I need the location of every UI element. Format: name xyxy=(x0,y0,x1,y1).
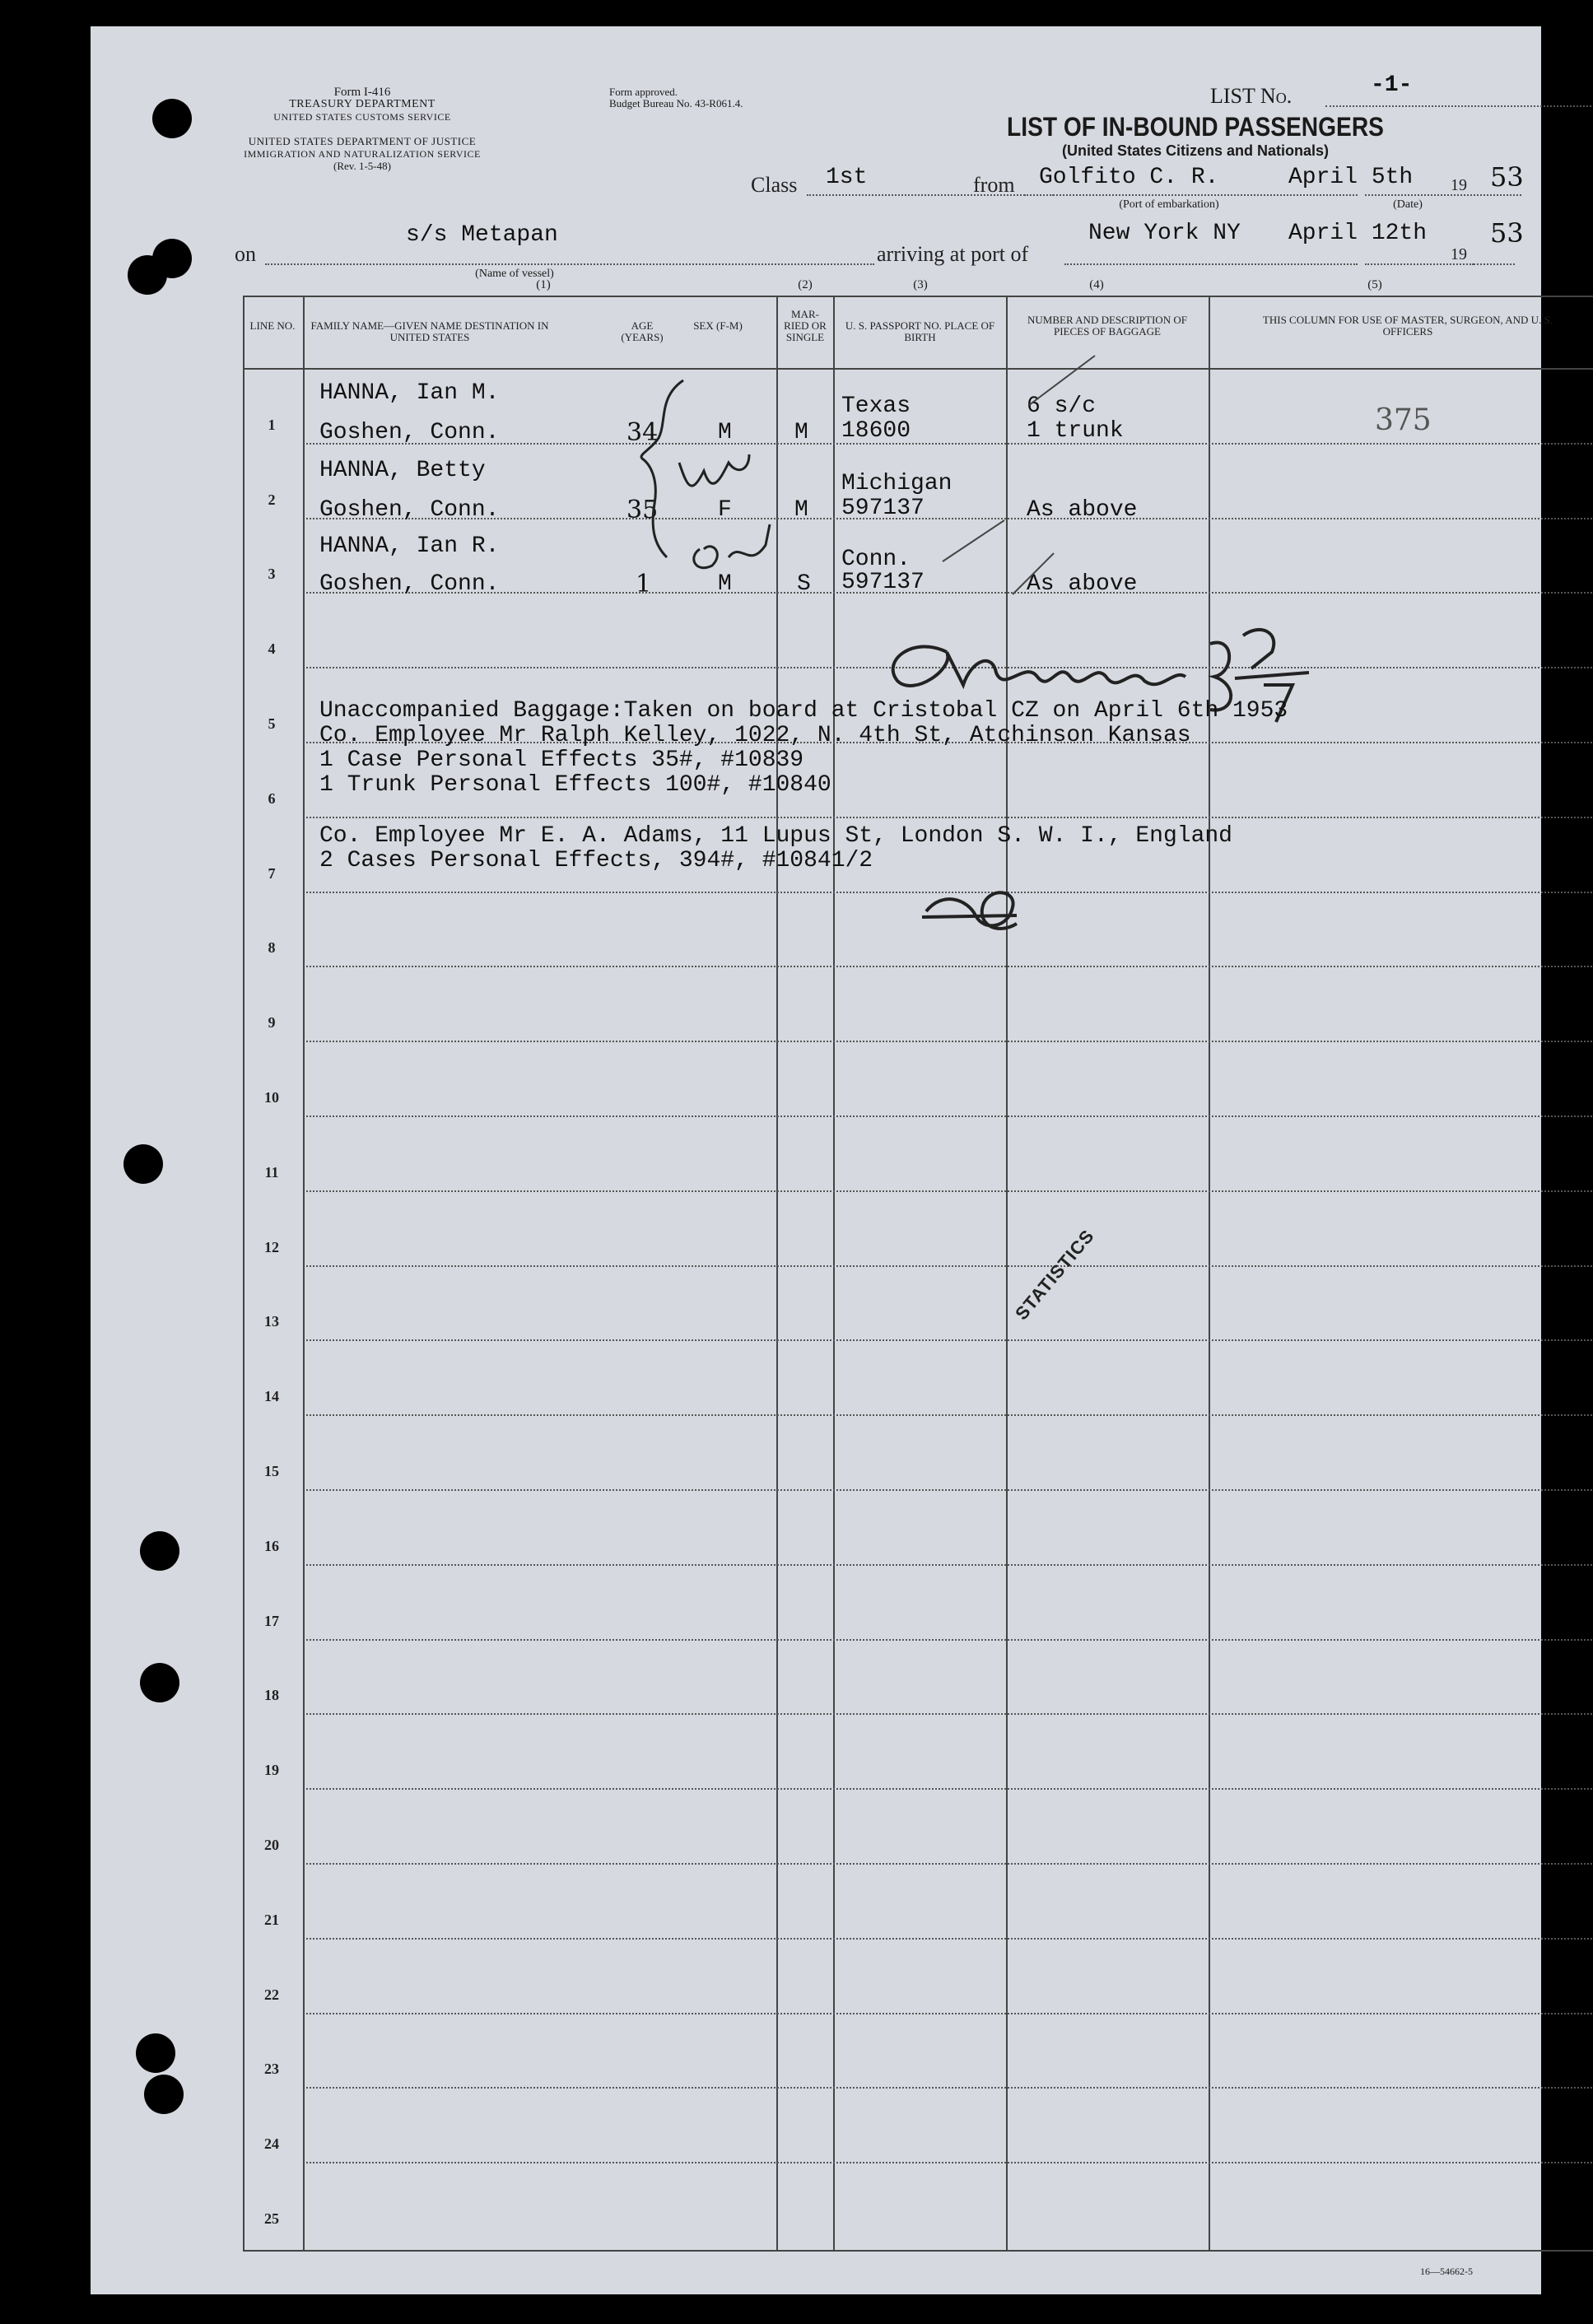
col-num-1: (1) xyxy=(536,278,551,291)
col-header-line: LINE NO. xyxy=(249,319,296,332)
col-header-sex: SEX (F-M) xyxy=(693,319,743,332)
row-number: 24 xyxy=(264,2135,279,2153)
table-header-border xyxy=(243,368,1593,370)
row-rule xyxy=(306,1938,1593,1940)
class-line xyxy=(807,194,1054,196)
date-embark-value: April 5th xyxy=(1288,165,1414,190)
row-number: 5 xyxy=(268,715,276,732)
port-arrival-line xyxy=(1064,263,1358,265)
row-number: 14 xyxy=(264,1388,279,1405)
row-number: 23 xyxy=(264,2061,279,2078)
note-line-2: Co. Employee Mr Ralph Kelley, 1022, N. 4th St, Atchinson Kansas xyxy=(319,723,1191,748)
passenger-2-sex: F xyxy=(718,497,732,523)
row-number: 15 xyxy=(264,1463,279,1479)
col-num-4: (4) xyxy=(1089,278,1104,291)
binder-hole xyxy=(123,1144,163,1184)
row-number: 4 xyxy=(268,640,276,658)
treasury-dept: TREASURY DEPARTMENT xyxy=(289,98,436,110)
row-number: 18 xyxy=(264,1687,279,1704)
date-caption: (Date) xyxy=(1393,198,1423,211)
passenger-1-passport: 18600 xyxy=(841,418,911,444)
passenger-1-name: HANNA, Ian M. xyxy=(319,380,500,406)
vessel-value: s/s Metapan xyxy=(406,222,558,248)
passenger-1-age: 34 xyxy=(626,418,659,447)
passenger-2-baggage: As above xyxy=(1027,497,1138,523)
passenger-2-passport: 597137 xyxy=(841,496,925,521)
row-rule xyxy=(306,2013,1593,2014)
col-header-name: FAMILY NAME—GIVEN NAME DESTINATION IN UNITED STATES xyxy=(310,319,549,343)
row-rule xyxy=(306,1788,1593,1790)
passenger-3-destination: Goshen, Conn. xyxy=(319,571,500,597)
col-header-officers: THIS COLUMN FOR USE OF MASTER, SURGEON, AND U. S. OFFICERS xyxy=(1262,314,1553,338)
row-rule xyxy=(306,1265,1593,1267)
passenger-2-marital: M xyxy=(794,497,808,523)
passenger-3-name: HANNA, Ian R. xyxy=(319,533,500,559)
table-bottom-border xyxy=(243,2250,1593,2252)
col-num-3: (3) xyxy=(913,278,928,291)
row-rule xyxy=(306,1190,1593,1192)
row-number: 2 xyxy=(268,491,276,508)
row-number: 3 xyxy=(268,566,276,583)
row-number: 1 xyxy=(268,416,276,433)
from-label: from xyxy=(973,173,1015,197)
row-number: 25 xyxy=(264,2210,279,2227)
form-title: LIST OF IN-BOUND PASSENGERS xyxy=(1007,112,1384,142)
row-rule xyxy=(306,1115,1593,1117)
approval-line-1: Form approved. xyxy=(609,86,678,98)
footer-code: 16—54662-5 xyxy=(1420,2266,1473,2277)
row-number: 22 xyxy=(264,1986,279,2003)
row-rule xyxy=(306,1713,1593,1715)
year-line-2 xyxy=(1474,263,1515,265)
vessel-caption: (Name of vessel) xyxy=(475,268,554,280)
form-number: Form I-416 xyxy=(333,86,391,99)
binder-hole xyxy=(144,2075,184,2114)
binder-hole xyxy=(128,255,167,295)
year-line-1 xyxy=(1474,194,1515,196)
passenger-1-baggage-1: 6 s/c xyxy=(1027,394,1097,419)
binder-hole xyxy=(140,1663,179,1702)
col-header-baggage: NUMBER AND DESCRIPTION OF PIECES OF BAGGAGE xyxy=(1027,314,1187,338)
note-line-3: 1 Case Personal Effects 35#, #10839 xyxy=(319,747,804,773)
passenger-3-passport: 597137 xyxy=(841,570,925,595)
passenger-3-birthplace: Conn. xyxy=(841,547,911,572)
note-line-1: Unaccompanied Baggage:Taken on board at Cristobal CZ on April 6th 1953 xyxy=(319,698,1288,724)
row-number: 20 xyxy=(264,1837,279,1853)
passenger-3-age: 1 xyxy=(636,570,652,598)
form-sheet xyxy=(91,26,1553,2294)
passenger-3-marital: S xyxy=(797,571,811,597)
on-label: on xyxy=(235,242,256,266)
handwritten-scribble xyxy=(918,883,1025,940)
handwritten-bracket-annotation xyxy=(543,347,856,627)
col-num-2: (2) xyxy=(798,278,813,291)
row-rule xyxy=(306,1414,1593,1416)
revision-date: (Rev. 1-5-48) xyxy=(333,160,391,172)
line-col-divider xyxy=(303,296,305,2252)
port-embark-line xyxy=(1024,194,1358,196)
class-value: 1st xyxy=(826,165,868,190)
row-number: 9 xyxy=(268,1014,276,1032)
year-prefix-2: 19 xyxy=(1451,245,1467,263)
baggage-col-divider xyxy=(1209,296,1210,2252)
row-number: 11 xyxy=(264,1163,279,1181)
vessel-line xyxy=(265,263,874,265)
passenger-2-birthplace: Michigan xyxy=(841,471,953,496)
form-subtitle: (United States Citizens and Nationals) xyxy=(1061,142,1330,159)
row-rule xyxy=(306,1339,1593,1341)
passenger-1-sex: M xyxy=(718,420,732,445)
date-arrival-value: April 12th xyxy=(1288,221,1428,246)
row-rule xyxy=(306,2162,1593,2163)
passenger-1-birthplace: Texas xyxy=(841,394,911,419)
passenger-2-name: HANNA, Betty xyxy=(319,458,486,483)
year-arrival-value: 53 xyxy=(1490,217,1524,249)
row-rule xyxy=(306,966,1593,967)
row-number: 17 xyxy=(264,1612,279,1629)
row-number: 7 xyxy=(268,864,276,882)
port-embark-value: Golfito C. R. xyxy=(1039,165,1219,190)
customs-service: UNITED STATES CUSTOMS SERVICE xyxy=(273,111,451,123)
row-rule xyxy=(306,1564,1593,1566)
port-arrival-value: New York NY xyxy=(1088,221,1241,246)
class-label: Class xyxy=(751,173,798,197)
passenger-2-destination: Goshen, Conn. xyxy=(319,497,500,523)
table-left-border xyxy=(243,296,245,2252)
list-no-value: -1- xyxy=(1371,72,1413,98)
row-number: 13 xyxy=(264,1313,279,1330)
row-number: 10 xyxy=(264,1089,279,1106)
binder-hole xyxy=(152,99,192,138)
row-number: 16 xyxy=(264,1537,279,1554)
row-rule xyxy=(306,817,1593,818)
immigration-service: IMMIGRATION AND NATURALIZATION SERVICE xyxy=(244,148,481,160)
statistics-stamp: STATISTICS xyxy=(1011,1225,1098,1325)
year-prefix-1: 19 xyxy=(1451,176,1467,194)
officer-note: 375 xyxy=(1375,403,1432,437)
arriving-label: arriving at port of xyxy=(877,242,1029,266)
table-top-border xyxy=(243,296,1593,297)
passenger-1-destination: Goshen, Conn. xyxy=(319,420,500,445)
row-rule xyxy=(306,1489,1593,1491)
row-rule xyxy=(306,1639,1593,1641)
passenger-1-marital: M xyxy=(794,420,808,445)
passenger-2-age: 35 xyxy=(626,496,659,524)
row-number: 12 xyxy=(264,1238,279,1255)
row-number: 21 xyxy=(264,1911,279,1928)
list-no-label: LIST No. xyxy=(1210,84,1293,108)
col-header-passport: U. S. PASSPORT NO. PLACE OF BIRTH xyxy=(845,319,995,343)
col-header-age: AGE (YEARS) xyxy=(621,319,664,343)
handwritten-slashes xyxy=(930,339,1177,619)
row-rule xyxy=(306,1041,1593,1042)
passenger-3-baggage: As above xyxy=(1027,571,1138,597)
passenger-3-sex: M xyxy=(718,571,732,597)
year-embark-value: 53 xyxy=(1490,161,1524,193)
port-embark-caption: (Port of embarkation) xyxy=(1119,198,1219,211)
row-number: 19 xyxy=(264,1762,279,1779)
approval-line-2: Budget Bureau No. 43-R061.4. xyxy=(609,97,743,109)
binder-hole xyxy=(140,1531,179,1571)
col-header-married: MAR- RIED OR SINGLE xyxy=(784,308,827,343)
list-no-line xyxy=(1325,105,1593,107)
binder-hole xyxy=(136,2033,175,2073)
passenger-1-baggage-2: 1 trunk xyxy=(1027,418,1124,444)
row-number: 8 xyxy=(268,939,276,957)
row-rule xyxy=(306,2087,1593,2089)
note-line-6: 2 Cases Personal Effects, 394#, #10841/2 xyxy=(319,848,873,873)
row-number: 6 xyxy=(268,789,276,807)
justice-dept: UNITED STATES DEPARTMENT OF JUSTICE xyxy=(248,135,477,147)
note-line-5: Co. Employee Mr E. A. Adams, 11 Lupus St, London S. W. I., England xyxy=(319,823,1232,849)
note-line-4: 1 Trunk Personal Effects 100#, #10840 xyxy=(319,772,831,798)
row-rule xyxy=(306,1863,1593,1865)
col-num-5: (5) xyxy=(1367,278,1382,291)
